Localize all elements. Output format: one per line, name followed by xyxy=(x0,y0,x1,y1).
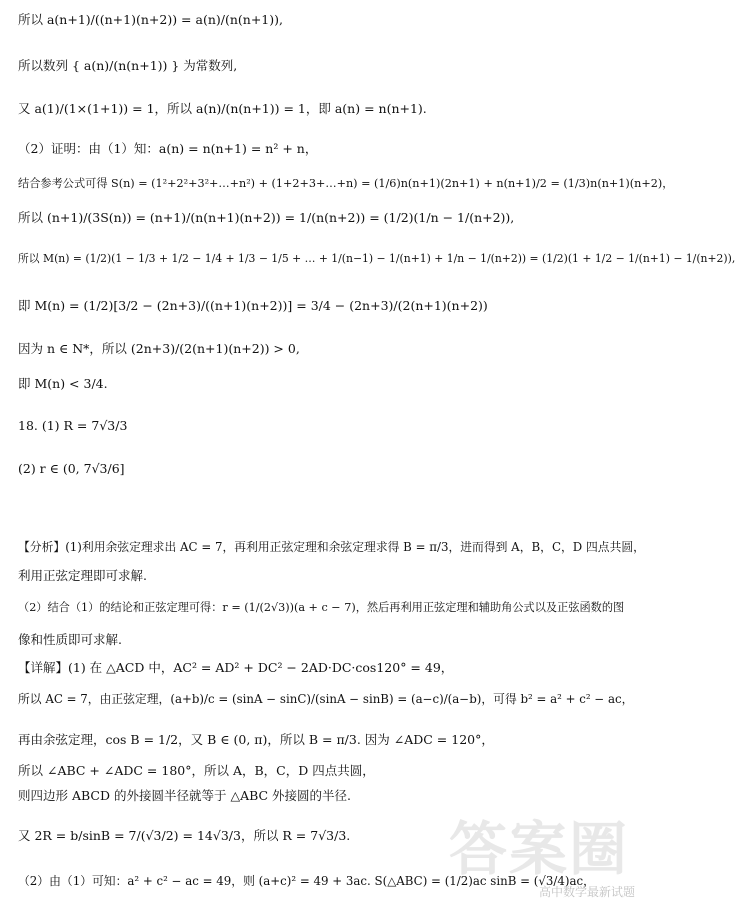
line-20: 所以 ∠ABC + ∠ADC = 180°，所以 A，B，C，D 四点共圆， xyxy=(18,763,375,778)
line-15: （2）结合（1）的结论和正弦定理可得：r = (1/(2√3))(a + c − 7)，然后再利用正弦定理和辅助角公式以及正弦函数的图 xyxy=(18,601,625,614)
line-5: 结合参考公式可得 S(n) = (1²+2²+3²+…+n²) + (1+2+3+…+n) = (1/6)n(n+1)(2n+1) + n(n+1)/2 = (1/3)n(n+1)(n+2)， xyxy=(18,177,674,190)
watermark-text: 高中数学最新试题 xyxy=(538,885,635,899)
line-22: 又 2R = b/sinB = 7/(√3/2) = 14√3/3，所以 R = 7√3/3. xyxy=(18,828,351,843)
line-16: 像和性质即可求解. xyxy=(18,632,122,647)
line-19: 再由余弦定理，cos B = 1/2，又 B ∈ (0, π)，所以 B = π/3. 因为 ∠ADC = 120°， xyxy=(18,732,494,747)
line-23: （2）由（1）可知：a² + c² − ac = 49，则 (a+c)² = 49 + 3ac. S(△ABC) = (1/2)ac sinB = (√3/4)ac， xyxy=(18,874,595,888)
line-14: 利用正弦定理即可求解. xyxy=(18,568,147,583)
watermark-logo: 答案圈 xyxy=(448,815,629,883)
line-13: 【分析】(1)利用余弦定理求出 AC = 7，再利用正弦定理和余弦定理求得 B = π/3，进而得到 A，B，C，D 四点共圆， xyxy=(18,540,645,554)
line-9: 因为 n ∈ N*，所以 (2n+3)/(2(n+1)(n+2)) > 0, xyxy=(18,341,300,356)
line-11: 18. (1) R = 7√3/3 xyxy=(18,418,128,433)
line-21: 则四边形 ABCD 的外接圆半径就等于 △ABC 外接圆的半径. xyxy=(18,788,352,803)
line-10: 即 M(n) < 3/4. xyxy=(18,376,108,391)
line-7: 所以 M(n) = (1/2)(1 − 1/3 + 1/2 − 1/4 + 1/3 − 1/5 + … + 1/(n−1) − 1/(n+1) + 1/n − 1/(n+2)) = (1/2)(1 + 1/2 − 1/(n+1) − 1/(n+2)), xyxy=(18,252,735,265)
line-1: 所以 a(n+1)/((n+1)(n+2)) = a(n)/(n(n+1)), xyxy=(18,12,283,27)
line-18: 所以 AC = 7，由正弦定理，(a+b)/c = (sinA − sinC)/(sinA − sinB) = (a−c)/(a−b)，可得 b² = a² + c² − ac， xyxy=(18,692,634,706)
line-4: （2）证明：由（1）知：a(n) = n(n+1) = n² + n， xyxy=(18,141,318,156)
line-8: 即 M(n) = (1/2)[3/2 − (2n+3)/((n+1)(n+2))] = 3/4 − (2n+3)/(2(n+1)(n+2)) xyxy=(18,298,488,313)
line-12: (2) r ∈ (0, 7√3/6] xyxy=(18,461,125,476)
line-17: 【详解】(1) 在 △ACD 中，AC² = AD² + DC² − 2AD·DC·cos120° = 49， xyxy=(18,660,454,675)
line-6: 所以 (n+1)/(3S(n)) = (n+1)/(n(n+1)(n+2)) = 1/(n(n+2)) = (1/2)(1/n − 1/(n+2)), xyxy=(18,210,515,225)
line-2: 所以数列 { a(n)/(n(n+1)) } 为常数列, xyxy=(18,58,238,73)
line-3: 又 a(1)/(1×(1+1)) = 1，所以 a(n)/(n(n+1)) = 1，即 a(n) = n(n+1). xyxy=(18,101,427,116)
